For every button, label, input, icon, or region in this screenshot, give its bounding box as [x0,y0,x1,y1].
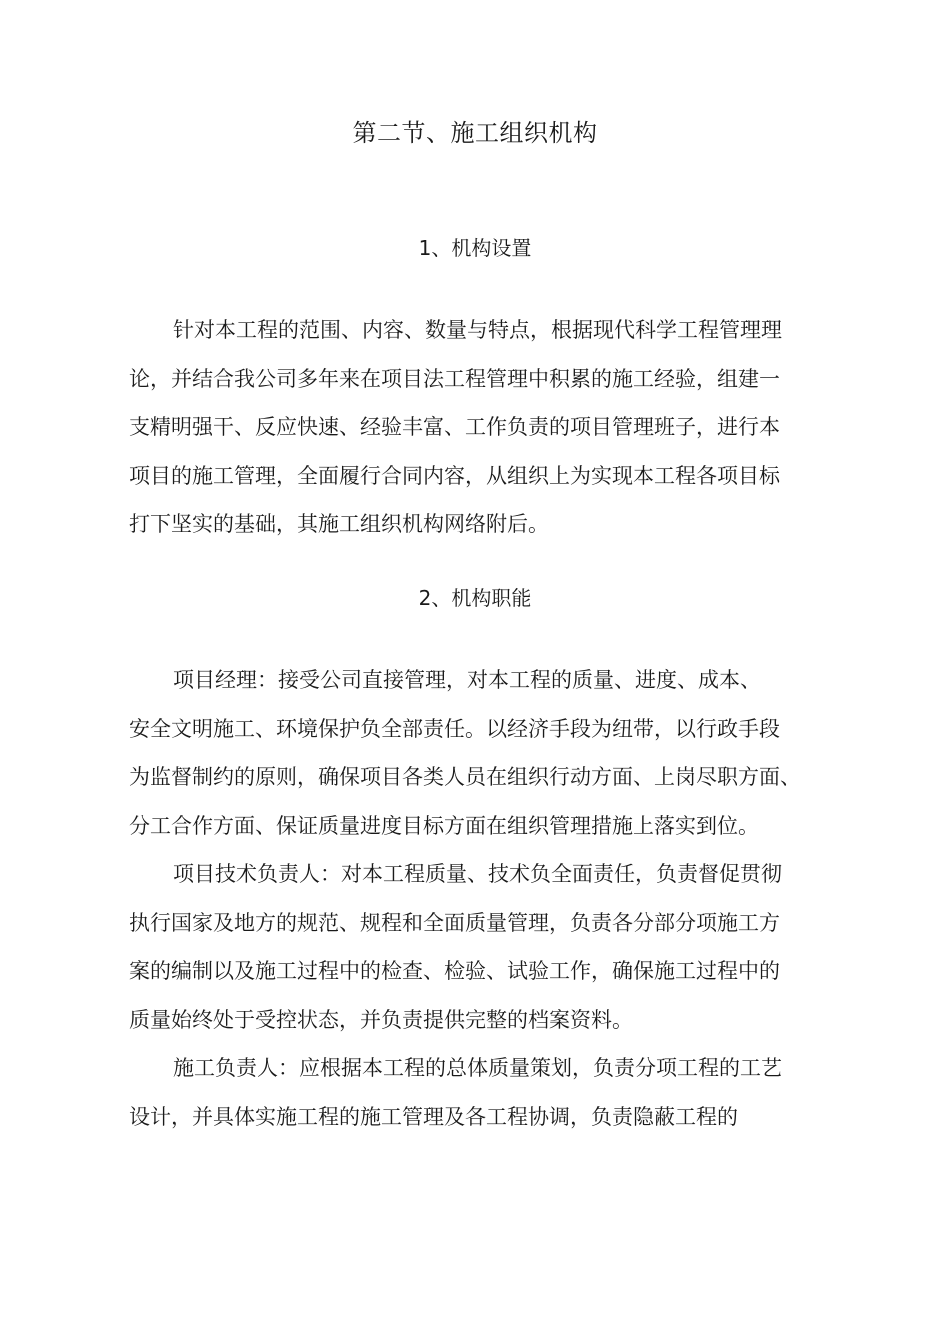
page-title: 第二节、施工组织机构 [352,119,598,147]
section-heading-1: 1、机构设置 [418,236,532,260]
paragraph-line: 论，并结合我公司多年来在项目法工程管理中积累的施工经验，组建一 [129,366,780,391]
paragraph-line: 设计，并具体实施工程的施工管理及各工程协调，负责隐蔽工程的 [129,1104,738,1129]
section-heading-2: 2、机构职能 [418,586,532,610]
paragraph-line: 针对本工程的范围、内容、数量与特点，根据现代科学工程管理理 [173,318,782,342]
paragraph-line: 项目的施工管理，全面履行合同内容，从组织上为实现本工程各项目标 [129,463,780,488]
paragraph-technical-lead [129,850,829,1044]
paragraph-construction-lead [129,1044,829,1141]
paragraph-organization-setup [129,306,829,549]
paragraph-line: 质量始终处于受控状态，并负责提供完整的档案资料。 [129,1007,633,1032]
paragraph-line: 施工负责人：应根据本工程的总体质量策划，负责分项工程的工艺 [173,1056,782,1080]
paragraph-line: 为监督制约的原则，确保项目各类人员在组织行动方面、上岗尽职方面、 [129,765,801,789]
paragraph-line: 支精明强干、反应快速、经验丰富、工作负责的项目管理班子，进行本 [129,415,780,439]
paragraph-line: 分工合作方面、保证质量进度目标方面在组织管理措施上落实到位。 [129,813,759,838]
paragraph-line: 打下坚实的基础，其施工组织机构网络附后。 [129,512,549,536]
paragraph-line: 案的编制以及施工过程中的检查、检验、试验工作，确保施工过程中的 [129,959,780,983]
paragraph-line: 安全文明施工、环境保护负全部责任。以经济手段为纽带，以行政手段 [129,716,780,741]
paragraph-line: 执行国家及地方的规范、规程和全面质量管理，负责各分部分项施工方 [129,910,780,935]
paragraph-line: 项目技术负责人：对本工程质量、技术负全面责任，负责督促贯彻 [173,862,782,886]
paragraph-line: 项目经理：接受公司直接管理，对本工程的质量、进度、成本、 [173,668,761,692]
paragraph-project-manager [129,656,829,850]
